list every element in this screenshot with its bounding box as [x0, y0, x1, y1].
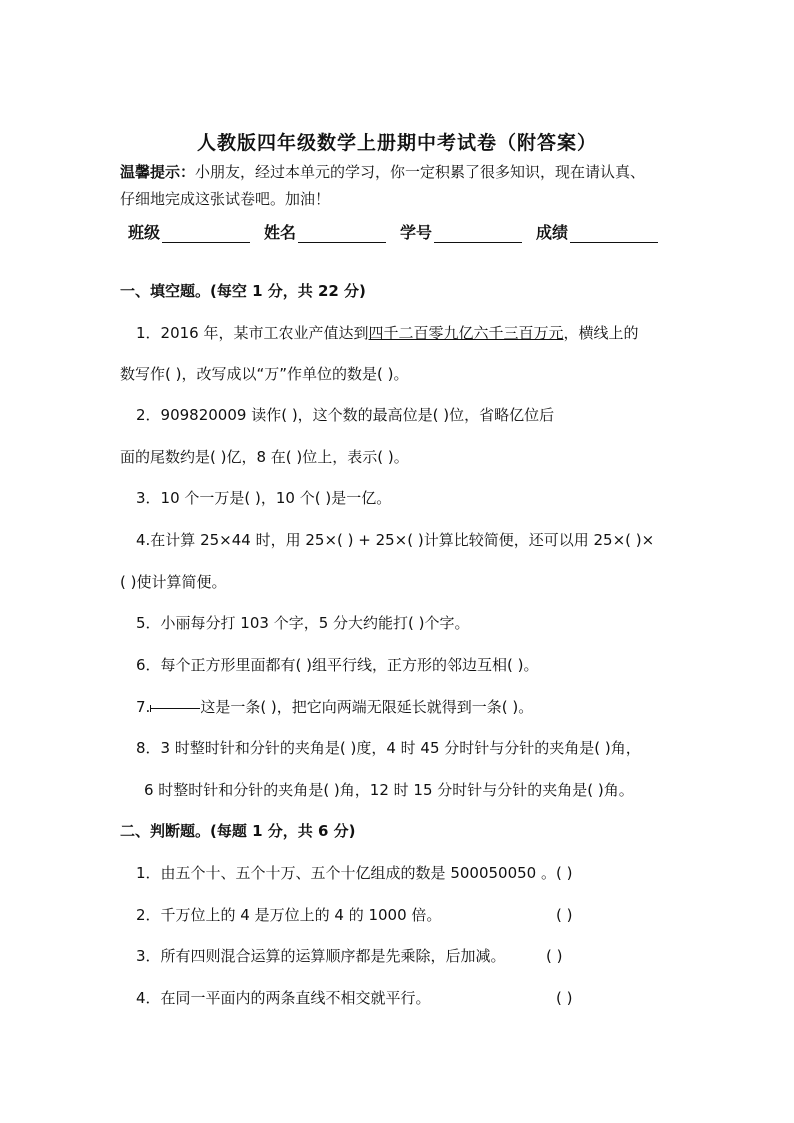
judge-q4-answer[interactable]: ( ): [556, 989, 573, 1007]
q8-line-1: 8．3 时整时针和分针的夹角是( )度，4 时 45 分时针与分针的夹角是( )角，: [136, 739, 641, 757]
tip-label: 温馨提示：: [120, 163, 196, 181]
judge-q1-line: 1．由五个十、五个十万、五个十亿组成的数是 500050050 。( ): [136, 864, 573, 882]
name-field[interactable]: [264, 220, 386, 243]
q4-line-2: ( )使计算简便。: [120, 573, 227, 591]
q7-line: [136, 697, 533, 717]
class-label: 班级: [128, 223, 161, 242]
q4-line-1: 4.在计算 25×44 时，用 25×( ) + 25×( )计算比较简便，还可以用 25×( )×: [136, 531, 655, 549]
q7-text: 这是一条( )，把它向两端无限延长就得到一条( )。: [200, 698, 534, 716]
name-label: 姓名: [264, 223, 297, 242]
judge-q3-line: 3．所有四则混合运算的运算顺序都是先乘除，后加减。: [136, 947, 506, 965]
q2-line-1: 2．909820009 读作( )，这个数的最高位是( )位，省略亿位后: [136, 406, 555, 424]
judge-q2-answer[interactable]: ( ): [556, 906, 573, 924]
q1-line-1: [136, 323, 639, 343]
tip-line-2: 仔细地完成这张试卷吧。加油！: [120, 190, 331, 208]
tip-line-1: [120, 162, 645, 182]
judge-q2-line: 2．千万位上的 4 是万位上的 4 的 1000 倍。: [136, 906, 442, 924]
q6-line: 6．每个正方形里面都有( )组平行线，正方形的邻边互相( )。: [136, 656, 539, 674]
q2-line-2: 面的尾数约是( )亿，8 在( )位上，表示( )。: [120, 448, 409, 466]
q1-post: ，横线上的: [563, 324, 639, 342]
section1-heading: 一、填空题。(每空 1 分，共 22 分): [120, 282, 366, 300]
q1-pre: 1．2016 年，某市工农业产值达到: [136, 324, 369, 342]
number-label: 学号: [400, 223, 433, 242]
tip-text-1: 小朋友，经过本单元的学习，你一定积累了很多知识，现在请认真、: [195, 163, 646, 181]
number-blank[interactable]: [434, 226, 522, 243]
q5-line: 5．小丽每分打 103 个字，5 分大约能打( )个字。: [136, 614, 470, 632]
q1-underlined: 四千二百零九亿六千三百万元: [368, 324, 564, 342]
q3-line: 3．10 个一万是( )，10 个( )是一亿。: [136, 489, 392, 507]
q7-number: 7.: [136, 698, 151, 716]
q1-line-2: 数写作( )，改写成以“万”作单位的数是( )。: [120, 365, 409, 383]
class-field[interactable]: [128, 220, 250, 243]
score-blank[interactable]: [570, 226, 658, 243]
section2-heading: 二、判断题。(每题 1 分，共 6 分): [120, 822, 356, 840]
judge-q4-line: 4．在同一平面内的两条直线不相交就平行。: [136, 989, 431, 1007]
q8-line-2: 6 时整时针和分针的夹角是( )角，12 时 15 分时针与分针的夹角是( )角。: [144, 781, 634, 799]
score-field[interactable]: [536, 220, 658, 243]
line-segment-icon: [150, 702, 200, 714]
score-label: 成绩: [536, 223, 569, 242]
class-blank[interactable]: [162, 226, 250, 243]
name-blank[interactable]: [298, 226, 386, 243]
page-title: 人教版四年级数学上册期中考试卷（附答案）: [196, 132, 597, 154]
number-field[interactable]: [400, 220, 522, 243]
judge-q3-answer[interactable]: ( ): [546, 947, 563, 965]
